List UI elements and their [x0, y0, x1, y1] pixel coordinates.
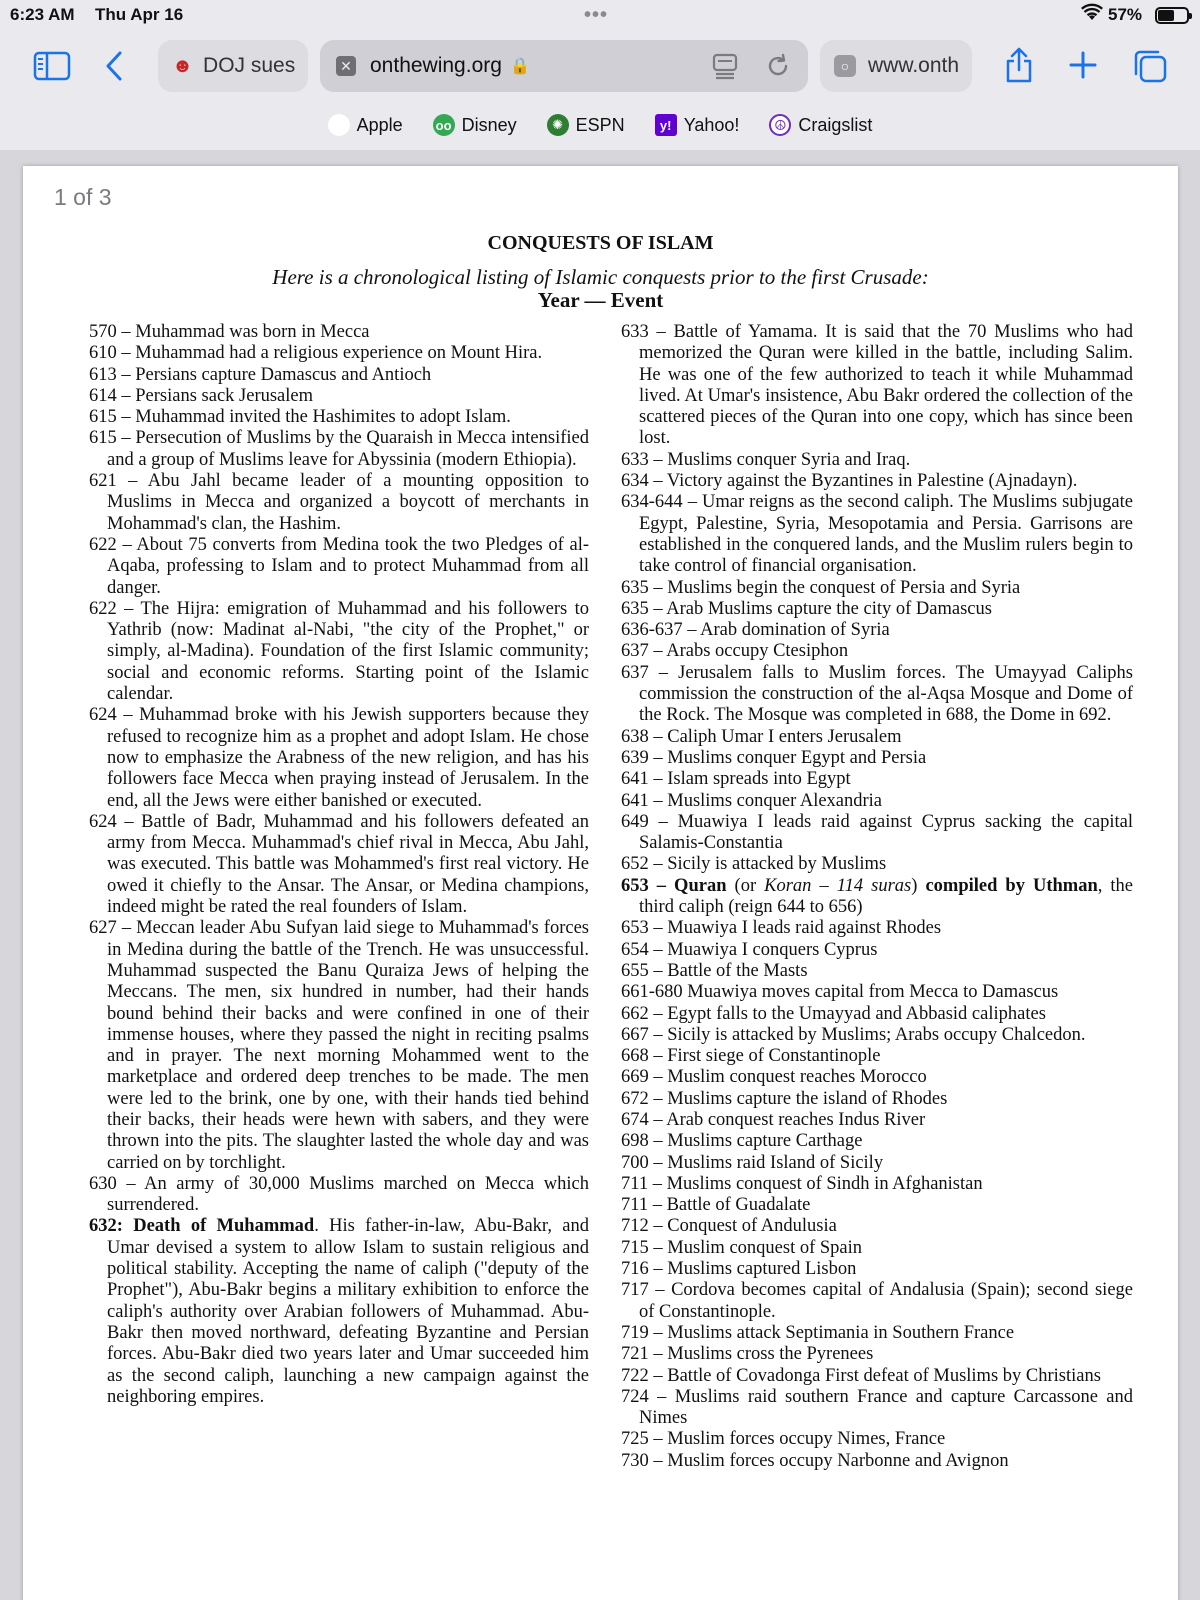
- entry-lead: 632: Death of Muhammad: [89, 1216, 315, 1237]
- timeline-entry: 639 – Muslims conquer Egypt and Persia: [621, 747, 927, 768]
- timeline-entry: 700 – Muslims raid Island of Sicily: [621, 1152, 884, 1173]
- timeline-entry: 613 – Persians capture Damascus and Antioch: [89, 364, 432, 385]
- lock-icon: 🔒: [509, 58, 530, 75]
- timeline-entry: 662 – Egypt falls to the Umayyad and Abbasid caliphates: [621, 1003, 1046, 1024]
- new-tab-icon[interactable]: [1068, 50, 1098, 80]
- timeline-entry: 717 – Cordova becomes capital of Andalusia (Spain); second siege of Constantinople.: [621, 1280, 1133, 1322]
- timeline-entry: 725 – Muslim forces occupy Nimes, France: [621, 1429, 946, 1450]
- back-icon[interactable]: [104, 50, 124, 82]
- pdf-viewer[interactable]: [0, 150, 1200, 1600]
- timeline-entry: 668 – First siege of Constantinople: [621, 1046, 881, 1067]
- timeline-entry: 621 – Abu Jahl became leader of a mounting opposition to Muslims in Mecca and organized a boycott of merchants in Mohammad's clan, the Hashim.: [89, 471, 589, 534]
- timeline-entry: 711 – Battle of Guadalate: [621, 1195, 811, 1216]
- entry-lead: 653 – Quran: [621, 875, 727, 896]
- reload-icon[interactable]: [764, 52, 792, 80]
- timeline-entry: 570 – Muhammad was born in Mecca: [89, 322, 370, 342]
- entry-text: (or: [726, 875, 765, 896]
- timeline-entry: 638 – Caliph Umar I enters Jerusalem: [621, 726, 902, 747]
- timeline-entry: 627 – Meccan leader Abu Sufyan laid siege to Muhammad's forces in Medina during the battle of the Trench. He was unsuccessful. Muhammad suspected the Banu Quraiza Jews of helping the Meccans. The men, six hundred in number, had their hands bound behind their backs and were confined in one of their immense houses, where they passed the night in reciting psalms and in prayer. The next morning Mohammed went to the marketplace and ordered deep trenches to be made. The men were led to the brink, one by one, with their hands tied behind their backs, their heads were hewn with sabers, and they were thrown into the pits. The slaughter lasted the whole day and was carried on by torchlight.: [89, 918, 589, 1173]
- share-icon[interactable]: [1004, 46, 1034, 84]
- timeline-entry: 624 – Muhammad broke with his Jewish supporters because they refused to recognize him as a prophet and adopt Islam. He chose now to emphasize the Arabness of the new religion, and has his followers face Mecca when praying instead of Jerusalem. In the end, all the Jews were either banished or executed.: [89, 705, 589, 811]
- entry-text: Koran – 114 suras: [764, 875, 912, 896]
- timeline-entry: 635 – Muslims begin the conquest of Persia and Syria: [621, 577, 1021, 598]
- timeline-entry: 622 – The Hijra: emigration of Muhammad and his followers to Yathrib (now: Madinat al-Nabi, "the city of the Prophet," or simply, al-Madina). Foundation of the first Islamic community; social and economic reforms. Starting point of the Islamic calendar.: [89, 598, 589, 705]
- timeline-entry: 667 – Sicily is attacked by Muslims; Arabs occupy Chalcedon.: [621, 1024, 1086, 1045]
- timeline-entry: 636-637 – Arab domination of Syria: [621, 620, 890, 641]
- timeline-entry: 711 – Muslims conquest of Sindh in Afghanistan: [621, 1173, 983, 1194]
- close-tab-icon[interactable]: ✕: [336, 56, 356, 76]
- timeline-entry: 649 – Muawiya I leads raid against Cyprus sacking the capital Salamis-Constantia: [621, 811, 1133, 854]
- timeline-entry: 715 – Muslim conquest of Spain: [621, 1237, 863, 1258]
- timeline-entry: 641 – Islam spreads into Egypt: [621, 769, 851, 790]
- disney-icon: oo: [433, 114, 455, 136]
- timeline-entry: 615 – Persecution of Muslims by the Quaraish in Mecca intensified and a group of Muslims leave for Abyssinia (modern Ethiopia).: [89, 428, 589, 470]
- timeline-entry: 652 – Sicily is attacked by Muslims: [621, 854, 887, 875]
- timeline-entry: 637 – Jerusalem falls to Muslim forces. The Umayyad Caliphs commission the construction of the al-Aqsa Mosque and Dome of the Rock. The Mosque was completed in 688, the Dome in 692.: [621, 662, 1133, 726]
- reader-mode-icon[interactable]: [712, 52, 738, 80]
- document-subtitle: Here is a chronological listing of Islamic conquests prior to the first Crusade:: [272, 265, 929, 289]
- tab-overview-icon[interactable]: [1132, 48, 1168, 84]
- timeline-entry: 719 – Muslims attack Septimania in Southern France: [621, 1322, 1015, 1343]
- timeline-entry: 712 – Conquest of Andulusia: [621, 1216, 837, 1237]
- espn-icon: ✺: [547, 114, 569, 136]
- tab-label: DOJ sues: [203, 54, 296, 77]
- timeline-entry: 669 – Muslim conquest reaches Morocco: [621, 1067, 927, 1088]
- favorite-label: ESPN: [575, 114, 625, 135]
- entry-text: compiled by Uthman: [925, 875, 1098, 896]
- status-date: Thu Apr 16: [95, 5, 184, 24]
- timeline-entry: 624 – Battle of Badr, Muhammad and his followers defeated an army from Mecca. Muhammad's chief rival in Mecca, Abu Jahl, was executed. This battle was Mohammed's first real victory. He owed it chiefly to the Ansar. The Ansar, or Medina champions, indeed might be rated the real founders of Islam.: [89, 811, 589, 918]
- tab-www-onth[interactable]: [820, 40, 972, 92]
- timeline-entry: 654 – Muawiya I conquers Cyprus: [621, 939, 878, 960]
- timeline-entry: 655 – Battle of the Masts: [621, 960, 808, 981]
- wifi-icon: [1081, 3, 1103, 23]
- status-bar: [0, 0, 1200, 30]
- timeline-entry: 615 – Muhammad invited the Hashimites to adopt Islam.: [89, 407, 511, 428]
- timeline-entry: 716 – Muslims captured Lisbon: [621, 1259, 857, 1280]
- timeline-entry: 674 – Arab conquest reaches Indus River: [621, 1109, 926, 1130]
- timeline-entry: 622 – About 75 converts from Medina took the two Pledges of al-Aqaba, professing to Islam and to protect Muhammad from all danger.: [89, 534, 589, 598]
- timeline-entry: 722 – Battle of Covadonga First defeat of Muslims by Christians: [621, 1365, 1101, 1386]
- timeline-entry: 634 – Victory against the Byzantines in Palestine (Ajnadayn).: [621, 471, 1078, 492]
- timeline-entry: 610 – Muhammad had a religious experience on Mount Hira.: [89, 343, 543, 364]
- timeline-entry: 661-680 Muawiya moves capital from Mecca to Damascus: [621, 982, 1059, 1003]
- entry-text: , the third caliph (reign 644 to 656): [639, 875, 1134, 918]
- timeline-entry: 724 – Muslims raid southern France and capture Carcassone and Nimes: [621, 1386, 1133, 1429]
- timeline-entry: 730 – Muslim forces occupy Narbonne and Avignon: [621, 1450, 1009, 1471]
- tab-doj-sues[interactable]: [158, 40, 308, 92]
- timeline-entry: 634-644 – Umar reigns as the second caliph. The Muslims subjugate Egypt, Palestine, Syria, Mesopotamia and Persia. Garrisons are established in the conquered lands, and the Muslim rulers begin to take control of financial organisation.: [621, 492, 1133, 577]
- craigslist-icon: ☮: [769, 114, 791, 136]
- favorite-label: Yahoo!: [683, 114, 740, 135]
- timeline-entry-632: [89, 1216, 589, 1408]
- address-bar[interactable]: [320, 40, 808, 92]
- favorite-label: Craigslist: [798, 114, 873, 135]
- multitasking-dots-icon[interactable]: •••: [584, 4, 609, 26]
- status-time: 6:23 AM: [10, 5, 75, 24]
- timeline-entry: 630 – An army of 30,000 Muslims marched on Mecca which surrendered.: [89, 1173, 589, 1216]
- favorites-bar: [0, 108, 1200, 142]
- timeline-entry: 635 – Arab Muslims capture the city of Damascus: [621, 598, 992, 619]
- favorite-yahoo[interactable]: [655, 108, 740, 142]
- address-url: onthewing.org: [370, 54, 502, 77]
- timeline-entry: 633 – Battle of Yamama. It is said that the 70 Muslims who had memorized the Quran were killed in the battle, including Salim. He was one of the few authorized to teach it while Muhammad lived. At Umar's insistence, Abu Bakr ordered the collection of the scattered pieces of the Quran into one copy, which has since been lost.: [621, 322, 1133, 449]
- favorite-label: Apple: [356, 114, 403, 135]
- right-column: [621, 322, 1133, 1472]
- timeline-entry: 698 – Muslims capture Carthage: [621, 1131, 863, 1152]
- tab-favicon-icon: ☻: [172, 54, 194, 77]
- favorite-disney[interactable]: [433, 108, 517, 142]
- yahoo-icon: y!: [655, 114, 677, 136]
- favorite-apple[interactable]: [328, 108, 403, 142]
- timeline-entry: 672 – Muslims capture the island of Rhodes: [621, 1088, 948, 1109]
- timeline-entry: 721 – Muslims cross the Pyrenees: [621, 1344, 874, 1365]
- timeline-entry: 614 – Persians sack Jerusalem: [89, 385, 314, 406]
- entry-text: ): [911, 875, 926, 896]
- tab-favicon-icon: ○: [834, 55, 856, 77]
- left-column: [89, 322, 589, 1408]
- favorite-craigslist[interactable]: [769, 108, 872, 142]
- column-header: Year — Event: [537, 288, 664, 312]
- apple-icon: [328, 114, 350, 136]
- timeline-entry-653-quran: [621, 876, 1133, 919]
- battery-percentage: 57%: [1108, 5, 1143, 24]
- entry-text: . His father-in-law, Abu-Bakr, and Umar devised a system to allow Islam to sustain religious and political stability. Accepting the name of caliph ("deputy of the Prophet"), Abu-Bakr begins a military exhibition to enforce the caliph's authority over Arabian followers of Muhammad. Abu-Bakr then moved northward, defeating Byzantine and Persian forces. Abu-Bakr died two years later and Umar succeeded him as the second caliph, launching a new campaign against the neighboring empires.: [107, 1216, 589, 1407]
- tab-label: www.onth: [868, 54, 960, 77]
- timeline-entry: 653 – Muawiya I leads raid against Rhodes: [621, 918, 942, 939]
- sidebar-icon[interactable]: [33, 50, 71, 82]
- browser-toolbar: [0, 36, 1200, 100]
- favorite-label: Disney: [461, 114, 517, 135]
- page-indicator: 1 of 3: [54, 184, 112, 210]
- timeline-entry: 641 – Muslims conquer Alexandria: [621, 790, 883, 811]
- timeline-entry: 633 – Muslims conquer Syria and Iraq.: [621, 449, 911, 470]
- battery-icon: [1155, 7, 1189, 24]
- document-title: CONQUESTS OF ISLAM: [487, 232, 714, 254]
- document-page: [23, 166, 1178, 1600]
- favorite-espn[interactable]: [547, 108, 625, 142]
- timeline-entry: 637 – Arabs occupy Ctesiphon: [621, 641, 849, 662]
